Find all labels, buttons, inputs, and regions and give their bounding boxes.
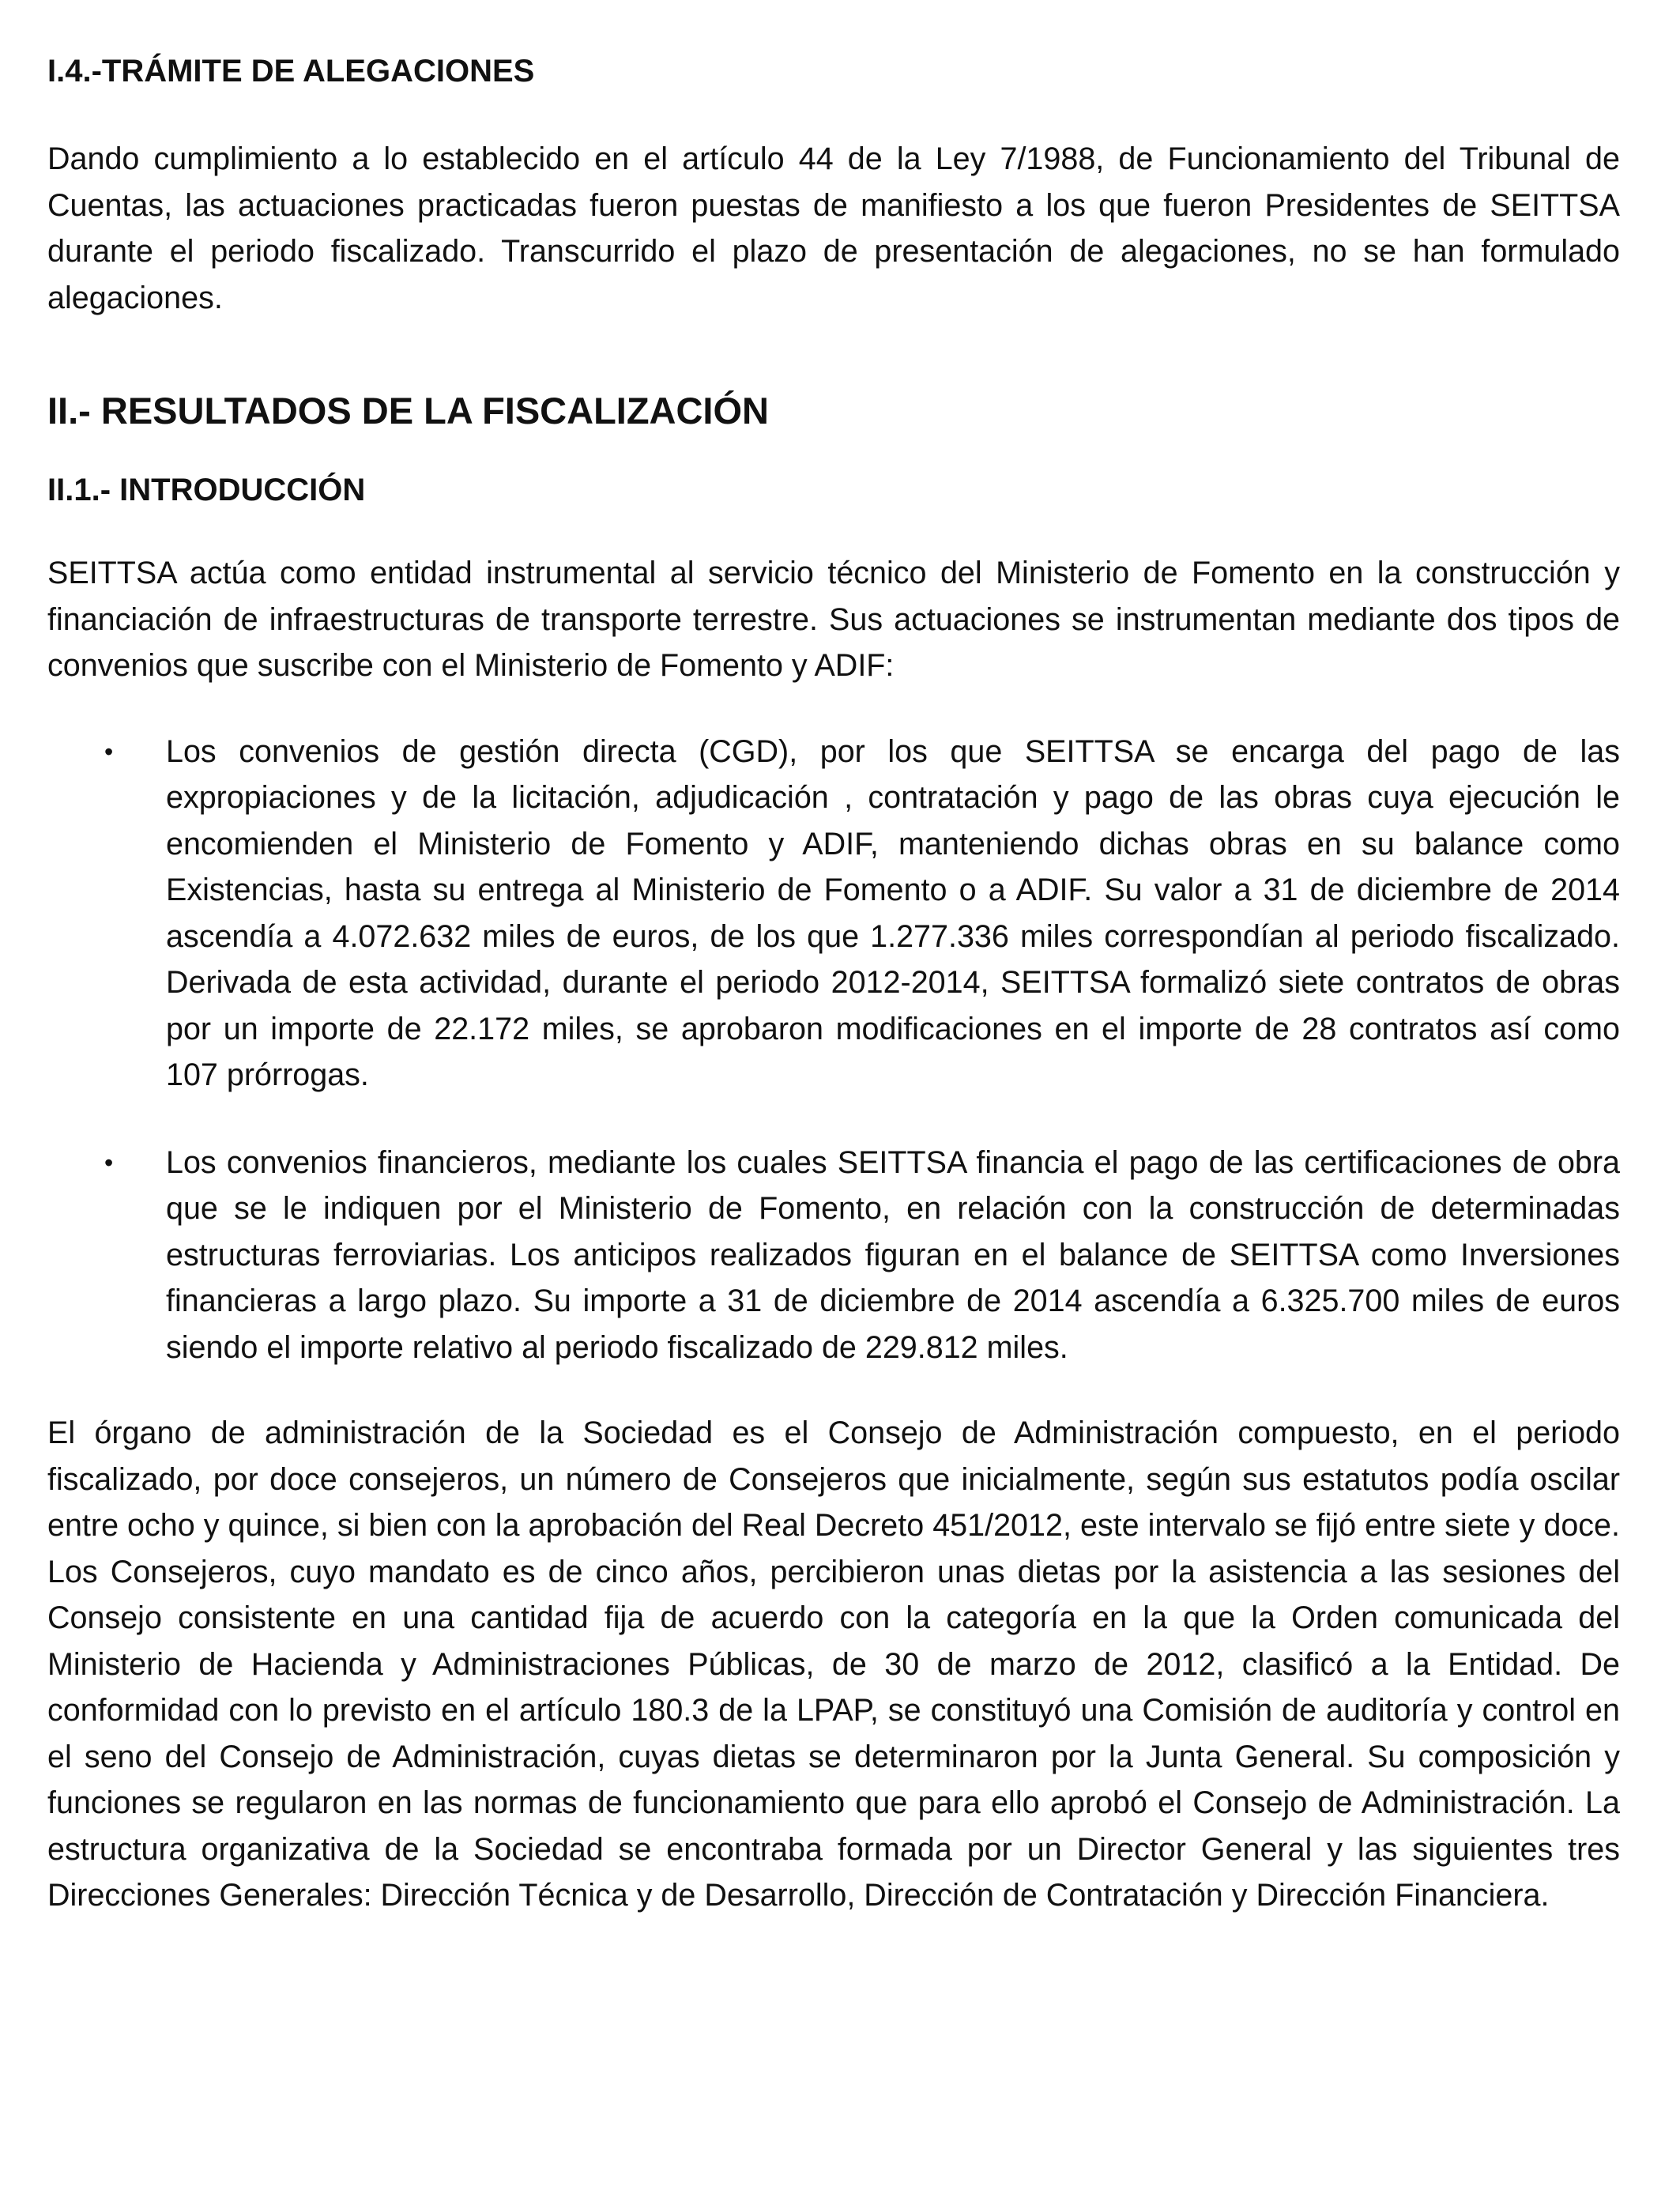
section-heading-ii: II.- RESULTADOS DE LA FISCALIZACIÓN: [47, 390, 769, 432]
section-heading-ii1: II.1.- INTRODUCCIÓN: [47, 473, 366, 507]
paragraph-organo-administracion: El órgano de administración de la Sociedad es el Consejo de Administración compuesto, en el periodo fiscalizado, por doce consejeros, un número de Consejeros que inicialmente, según sus estatutos podía oscilar entre ocho y quince, si bien con la aprobación del Real Decreto 451/2012, este intervalo se fijó entre siete y doce. Los Consejeros, cuyo mandato es de cinco años, percibieron unas dietas por la asistencia a las sesiones del Consejo consistente en una cantidad fija de acuerdo con la categoría en la que la Orden comunicada del Ministerio de Hacienda y Administraciones Públicas, de 30 de marzo de 2012, clasificó a la Entidad. De conformidad con lo previsto en el artículo 180.3 de la LPAP, se constituyó una Comisión de auditoría y control en el seno del Consejo de Administración, cuyas dietas se determinaron por la Junta General. Su composición y funciones se regularon en las normas de funcionamiento que para ello aprobó el Consejo de Administración. La estructura organizativa de la Sociedad se encontraba formada por un Director General y las siguientes tres Direcciones Generales: Dirección Técnica y de Desarrollo, Dirección de Contratación y Dirección Financiera.: [47, 1416, 1620, 1913]
bullet-icon: •: [104, 737, 114, 766]
bullet-icon: •: [104, 1148, 114, 1177]
list-item-cgd: [104, 729, 1620, 1099]
list-item-text: Los convenios financieros, mediante los cuales SEITTSA financia el pago de las certificaciones de obra que se le indiquen por el Ministerio de Fomento, en relación con la construcción de determinadas estructuras ferroviarias. Los anticipos realizados figuran en el balance de SEITTSA como Inversiones financieras a largo plazo. Su importe a 31 de diciembre de 2014 ascendía a 6.325.700 miles de euros siendo el importe relativo al periodo fiscalizado de 229.812 miles.: [166, 1144, 1620, 1365]
list-item-text: Los convenios de gestión directa (CGD), por los que SEITTSA se encarga del pago de las expropiaciones y de la licitación, adjudicación , contratación y pago de las obras cuya ejecución le encomienden el Ministerio de Fomento y ADIF, manteniendo dichas obras en su balance como Existencias, hasta su entrega al Ministerio de Fomento o a ADIF. Su valor a 31 de diciembre de 2014 ascendía a 4.072.632 miles de euros, de los que 1.277.336 miles correspondían al periodo fiscalizado. Derivada de esta actividad, durante el periodo 2012-2014, SEITTSA formalizó siete contratos de obras por un importe de 22.172 miles, se aprobaron modificaciones en el importe de 28 contratos así como 107 prórrogas.: [166, 733, 1620, 1092]
document-page: [47, 49, 1620, 1919]
paragraph-introduccion: SEITTSA actúa como entidad instrumental al servicio técnico del Ministerio de Fomento en la construcción y financiación de infraestructuras de transporte terrestre. Sus actuaciones se instrumentan mediante dos tipos de convenios que suscribe con el Ministerio de Fomento y ADIF:: [47, 556, 1620, 683]
convenios-list: [47, 729, 1620, 1371]
list-item-financieros: [104, 1140, 1620, 1371]
paragraph-alegaciones: Dando cumplimiento a lo establecido en el artículo 44 de la Ley 7/1988, de Funcionamiento del Tribunal de Cuentas, las actuaciones practicadas fueron puestas de manifiesto a los que fueron Presidentes de SEITTSA durante el periodo fiscalizado. Transcurrido el plazo de presentación de alegaciones, no se han formulado alegaciones.: [47, 141, 1620, 315]
section-heading-i4: I.4.-TRÁMITE DE ALEGACIONES: [47, 54, 535, 89]
